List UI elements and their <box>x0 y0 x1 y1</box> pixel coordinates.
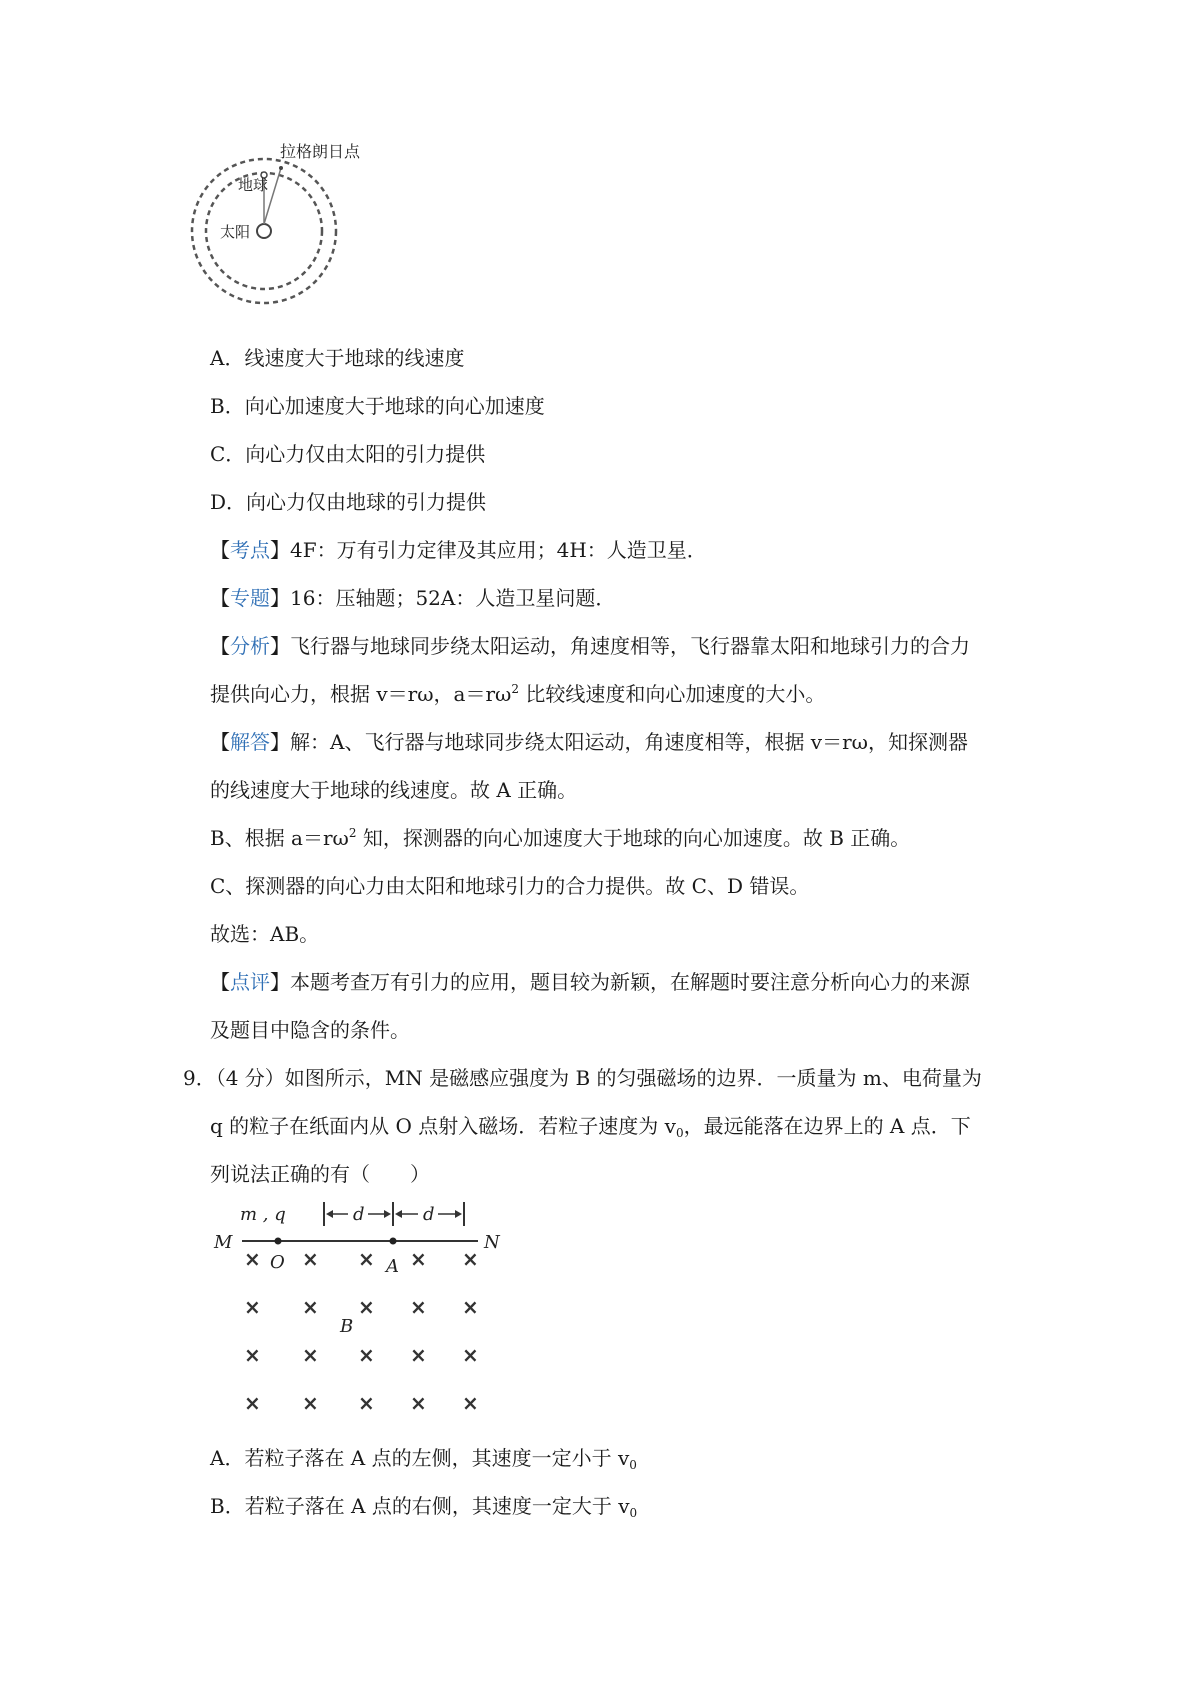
tag-open: 【 <box>210 538 230 562</box>
tag-close: 】 <box>270 730 290 754</box>
earth-label: 地球 <box>238 176 269 194</box>
q9-stem-2b: ，最远能落在边界上的 A 点．下 <box>683 1114 971 1138</box>
q9-option-a-sub: 0 <box>629 1458 637 1472</box>
cross-mark: × <box>302 1391 319 1415</box>
d-arrowhead-2a <box>395 1210 402 1218</box>
tag-open: 【 <box>210 586 230 610</box>
jieda-line-4: C、探测器的向心力由太阳和地球引力的合力提供。故 C、D 错误。 <box>210 874 810 898</box>
q8-option-a: A．线速度大于地球的线速度 <box>210 346 465 370</box>
cross-mark: × <box>358 1295 375 1319</box>
jieda-label: 解答 <box>230 730 270 754</box>
d-label-2: d <box>423 1204 435 1225</box>
kaodian-line <box>210 536 707 564</box>
q9-stem-line-1: 9．（4 分）如图所示，MN 是磁感应强度为 B 的匀强磁场的边界．一质量为 m、电荷量为 <box>183 1066 982 1090</box>
cross-mark: × <box>358 1391 375 1415</box>
fenxi-text-2b: 比较线速度和向心加速度的大小。 <box>518 682 826 706</box>
q9-option-b-text: B．若粒子落在 A 点的右侧，其速度一定大于 v <box>210 1494 630 1518</box>
tag-open: 【 <box>210 970 230 994</box>
sun-label: 太阳 <box>220 223 251 241</box>
point-o-dot <box>275 1238 282 1245</box>
q9-option-b-sub: 0 <box>629 1506 638 1520</box>
jieda-text-1: 解：A、飞行器与地球同步绕太阳运动，角速度相等，根据 v＝rω，知探测器 <box>290 730 968 754</box>
jieda-sup: 2 <box>348 826 357 840</box>
magnetic-field-diagram <box>210 1196 510 1426</box>
kaodian-label: 考点 <box>230 538 270 562</box>
cross-mark: × <box>302 1295 319 1319</box>
tag-close: 】 <box>270 970 290 994</box>
sun-icon <box>257 224 271 238</box>
q9-stem-2a: q 的粒子在纸面内从 O 点射入磁场．若粒子速度为 v <box>210 1114 676 1138</box>
label-b: B <box>340 1316 354 1337</box>
tag-open: 【 <box>210 634 230 658</box>
point-a-dot <box>390 1238 397 1245</box>
q8-option-b: B．向心加速度大于地球的向心加速度 <box>210 394 545 418</box>
fenxi-line-1 <box>210 632 970 660</box>
jieda-line-1 <box>210 728 968 756</box>
zhuanti-text: 16：压轴题；52A：人造卫星问题． <box>290 586 616 610</box>
jieda-text-3b: 知，探测器的向心加速度大于地球的向心加速度。故 B 正确。 <box>356 826 911 850</box>
cross-mark: × <box>244 1295 261 1319</box>
q9-option-a-text: A．若粒子落在 A 点的左侧，其速度一定小于 v <box>210 1446 630 1470</box>
tag-open: 【 <box>210 730 230 754</box>
jieda-line-2: 的线速度大于地球的线速度。故 A 正确。 <box>210 778 578 802</box>
dianping-label: 点评 <box>230 970 270 994</box>
jieda-text-3a: B、根据 a＝rω <box>210 826 349 850</box>
fenxi-line-2 <box>210 680 825 708</box>
fenxi-text-2a: 提供向心力，根据 v＝rω，a＝rω <box>210 682 512 706</box>
fenxi-sup: 2 <box>511 682 519 696</box>
d-arrowhead-1a <box>326 1210 333 1218</box>
cross-mark: × <box>410 1247 427 1271</box>
cross-mark: × <box>302 1247 319 1271</box>
orbit-diagram <box>190 130 390 310</box>
q9-sub: 0 <box>675 1126 684 1140</box>
cross-mark: × <box>302 1343 319 1367</box>
label-o: O <box>270 1252 285 1273</box>
cross-mark: × <box>358 1247 375 1271</box>
cross-mark: × <box>244 1391 261 1415</box>
fenxi-label: 分析 <box>230 634 270 658</box>
cross-mark: × <box>358 1343 375 1367</box>
cross-mark: × <box>462 1391 479 1415</box>
cross-mark: × <box>410 1295 427 1319</box>
q8-option-d: D．向心力仅由地球的引力提供 <box>210 490 487 514</box>
q8-option-c: C．向心力仅由太阳的引力提供 <box>210 442 486 466</box>
label-m: M <box>214 1232 233 1253</box>
tag-close: 】 <box>270 634 290 658</box>
cross-mark: × <box>244 1247 261 1271</box>
label-a: A <box>386 1256 399 1277</box>
label-n: N <box>484 1232 500 1253</box>
d-arrowhead-2b <box>455 1210 462 1218</box>
dianping-text-1: 本题考查万有引力的应用，题目较为新颖，在解题时要注意分析向心力的来源 <box>290 970 970 994</box>
q9-option-b <box>210 1492 637 1520</box>
mq-label: m , q <box>240 1204 286 1225</box>
q9-stem-line-3: 列说法正确的有（ ） <box>210 1162 430 1186</box>
jieda-line-5: 故选：AB。 <box>210 922 320 946</box>
fenxi-text-1: 飞行器与地球同步绕太阳运动，角速度相等，飞行器靠太阳和地球引力的合力 <box>290 634 970 658</box>
lagrange-point-icon <box>279 166 283 170</box>
zhuanti-label: 专题 <box>230 586 270 610</box>
cross-mark: × <box>410 1343 427 1367</box>
cross-mark: × <box>462 1247 479 1271</box>
tag-close: 】 <box>270 586 290 610</box>
lagrange-label: 拉格朗日点 <box>280 142 361 161</box>
q9-stem-line-2 <box>210 1112 971 1140</box>
cross-mark: × <box>462 1295 479 1319</box>
cross-mark: × <box>410 1391 427 1415</box>
dianping-line-2: 及题目中隐含的条件。 <box>210 1018 410 1042</box>
jieda-line-3 <box>210 824 910 852</box>
d-label-1: d <box>353 1204 365 1225</box>
cross-mark: × <box>244 1343 261 1367</box>
dianping-line-1 <box>210 968 970 996</box>
d-arrowhead-1b <box>384 1210 391 1218</box>
cross-mark: × <box>462 1343 479 1367</box>
zhuanti-line <box>210 584 615 612</box>
q9-option-a <box>210 1444 637 1472</box>
tag-close: 】 <box>270 538 290 562</box>
kaodian-text: 4F：万有引力定律及其应用；4H：人造卫星． <box>290 538 707 562</box>
